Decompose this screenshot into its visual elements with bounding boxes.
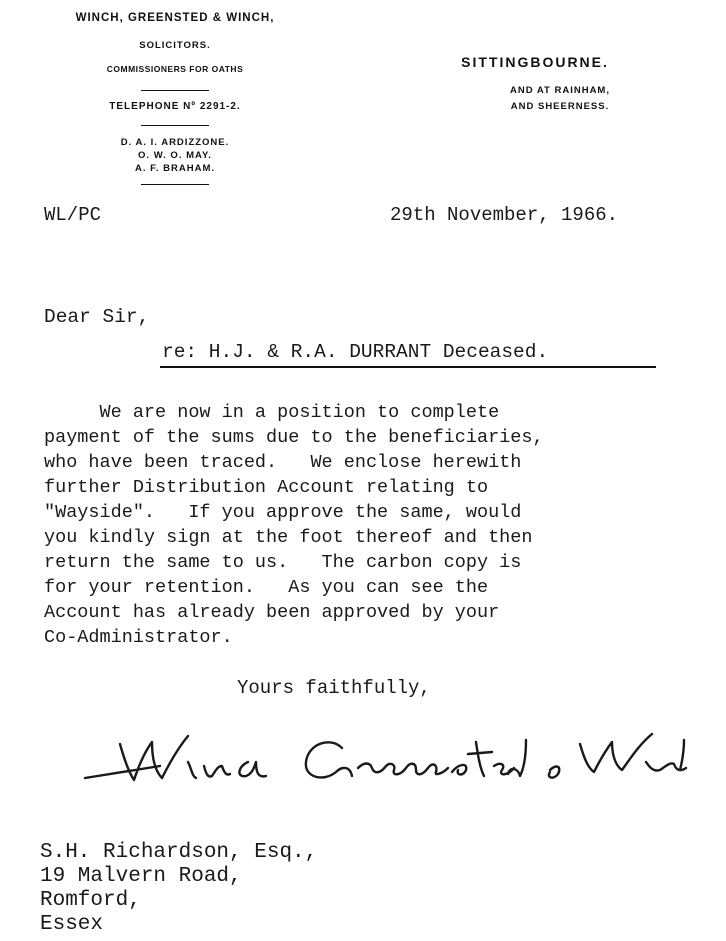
- body-line: further Distribution Account relating to: [44, 477, 489, 498]
- recipient-name: S.H. Richardson, Esq.,: [40, 841, 318, 864]
- telephone-number: TELEPHONE Nº 2291-2.: [109, 101, 241, 112]
- body-line: who have been traced. We enclose herewith: [44, 452, 522, 473]
- body-line: Account has already been approved by your: [44, 602, 500, 623]
- partner-name: D. A. I. ARDIZZONE.: [120, 137, 230, 148]
- letterhead-rule-3: [141, 184, 209, 185]
- partner-name: O. W. O. MAY.: [138, 150, 212, 161]
- salutation: Dear Sir,: [44, 306, 150, 328]
- branch-office: AND SHEERNESS.: [510, 101, 610, 112]
- subject-line: re: H.J. & R.A. DURRANT Deceased.: [162, 341, 549, 363]
- recipient-address-line: Romford,: [40, 889, 141, 912]
- commissioners-for-oaths: COMMISSIONERS FOR OATHS: [106, 64, 244, 74]
- body-line: you kindly sign at the foot thereof and then: [44, 527, 533, 548]
- closing: Yours faithfully,: [237, 677, 431, 699]
- firm-profession: SOLICITORS.: [139, 40, 211, 51]
- letter-date: 29th November, 1966.: [390, 204, 619, 226]
- office-town: SITTINGBOURNE.: [461, 54, 609, 70]
- letterhead-rule-1: [141, 90, 209, 91]
- body-line: Co-Administrator.: [44, 627, 233, 648]
- body-line: return the same to us. The carbon copy is: [44, 552, 522, 573]
- body-line: "Wayside". If you approve the same, would: [44, 502, 522, 523]
- body-line: We are now in a position to complete: [44, 402, 500, 423]
- subject-underline: [160, 366, 656, 368]
- recipient-address-line: Essex: [40, 913, 104, 936]
- recipient-address-line: 19 Malvern Road,: [40, 865, 242, 888]
- branch-office: AND AT RAINHAM,: [510, 85, 610, 96]
- body-line: for your retention. As you can see the: [44, 577, 489, 598]
- reference: WL/PC: [44, 204, 102, 226]
- body-line: payment of the sums due to the beneficiaries,: [44, 427, 544, 448]
- firm-name: WINCH, GREENSTED & WINCH,: [75, 12, 275, 24]
- letterhead-rule-2: [141, 125, 209, 126]
- partner-name: A. F. BRAHAM.: [134, 163, 216, 174]
- handwritten-signature: [80, 722, 700, 792]
